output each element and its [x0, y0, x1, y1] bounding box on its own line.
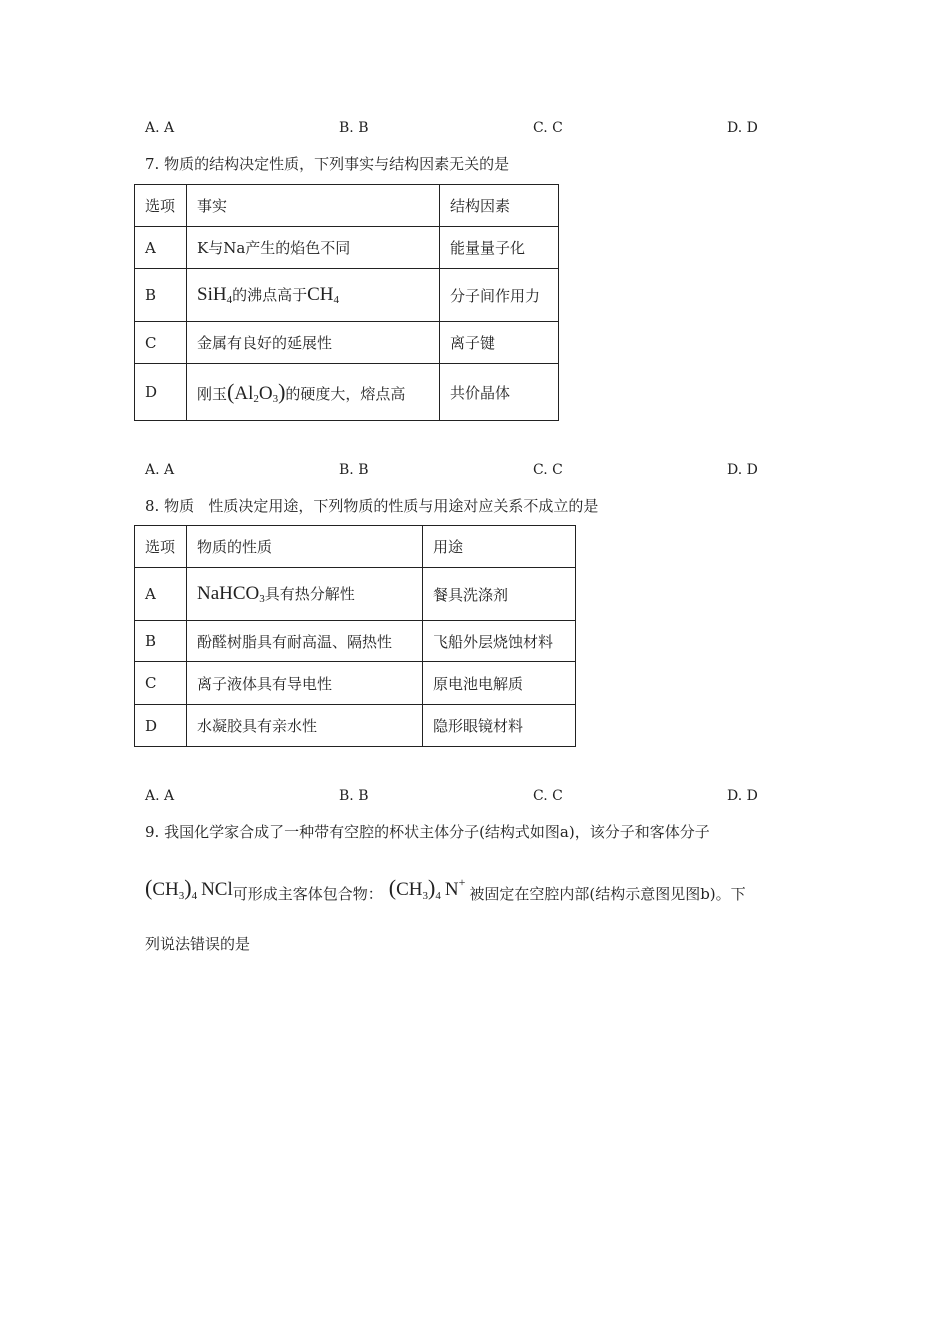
q7-row-d-fact: 刚玉$(Al_2O_3)$的硬度大，熔点高	[187, 364, 440, 421]
q7-option-a: A. A	[145, 462, 175, 478]
q8-row-d-property: 水凝胶具有亲水性	[187, 705, 423, 747]
q8-option-a: A. A	[145, 788, 175, 804]
q7-header-option: 选项	[135, 185, 187, 227]
q9-line-3: 列说法错误的是	[145, 935, 251, 953]
q6-option-c: C. C	[533, 120, 563, 136]
table-row	[135, 662, 576, 705]
table-row	[135, 568, 576, 621]
q8-option-b: B. B	[339, 788, 369, 804]
q7-row-b-factor: 分子间作用力	[440, 269, 559, 322]
q7-header-fact: 事实	[187, 185, 440, 227]
table-row	[135, 227, 559, 269]
q6-option-d: D. D	[727, 120, 758, 136]
formula-tetramethylammonium-chloride: $(CH_3)_4$ NCl	[145, 875, 233, 902]
q8-option-d: D. D	[727, 788, 758, 804]
q7-header-factor: 结构因素	[440, 185, 559, 227]
table-row	[135, 269, 559, 322]
q7-row-b-option: B	[135, 269, 187, 322]
q8-row-a-property: NaHCO$_3$具有热分解性	[187, 568, 423, 621]
table-row	[135, 322, 559, 364]
q8-row-b-property: 酚醛树脂具有耐高温、隔热性	[187, 621, 423, 662]
q7-table	[134, 184, 559, 421]
formula-tetramethylammonium-cation: $(CH_3)_4$ N+	[388, 875, 466, 902]
q8-row-b-use: 飞船外层烧蚀材料	[423, 621, 576, 662]
q7-option-d: D. D	[727, 462, 758, 478]
q8-row-a-use: 餐具洗涤剂	[423, 568, 576, 621]
q7-row-a-factor: 能量量子化	[440, 227, 559, 269]
q8-row-d-option: D	[135, 705, 187, 747]
table-row	[135, 621, 576, 662]
q6-option-b: B. B	[339, 120, 369, 136]
q7-row-b-fact: SiH$_4$的沸点高于$CH_4$	[187, 269, 440, 322]
q8-row-c-option: C	[135, 662, 187, 705]
q7-row-c-option: C	[135, 322, 187, 364]
q8-row-d-use: 隐形眼镜材料	[423, 705, 576, 747]
q7-row-d-option: D	[135, 364, 187, 421]
q7-option-c: C. C	[533, 462, 563, 478]
table-row	[135, 705, 576, 747]
q8-row-b-option: B	[135, 621, 187, 662]
q9-line-1: 9. 我国化学家合成了一种带有空腔的杯状主体分子(结构式如图a)，该分子和客体分子	[145, 823, 710, 841]
q7-row-c-fact: 金属有良好的延展性	[187, 322, 440, 364]
q7-row-a-option: A	[135, 227, 187, 269]
q8-row-c-use: 原电池电解质	[423, 662, 576, 705]
q6-option-a: A. A	[145, 120, 175, 136]
q8-option-c: C. C	[533, 788, 563, 804]
q8-stem: 8. 物质 性质决定用途，下列物质的性质与用途对应关系不成立的是	[145, 497, 599, 515]
q7-row-d-factor: 共价晶体	[440, 364, 559, 421]
q8-row-a-option: A	[135, 568, 187, 621]
q7-stem: 7. 物质的结构决定性质，下列事实与结构因素无关的是	[145, 155, 510, 173]
q8-table	[134, 525, 576, 747]
q7-row-a-fact: K与Na产生的焰色不同	[187, 227, 440, 269]
q8-header-property: 物质的性质	[187, 526, 423, 568]
q8-header-option: 选项	[135, 526, 187, 568]
table-row	[135, 364, 559, 421]
q7-row-c-factor: 离子键	[440, 322, 559, 364]
q8-row-c-property: 离子液体具有导电性	[187, 662, 423, 705]
q8-header-use: 用途	[423, 526, 576, 568]
q9-line-2: $(CH_3)_4$ NCl可形成主客体包合物： $(CH_3)_4$ N+被固定在空腔内部(结构示意图见图b)。下	[145, 875, 746, 903]
q7-option-b: B. B	[339, 462, 369, 478]
